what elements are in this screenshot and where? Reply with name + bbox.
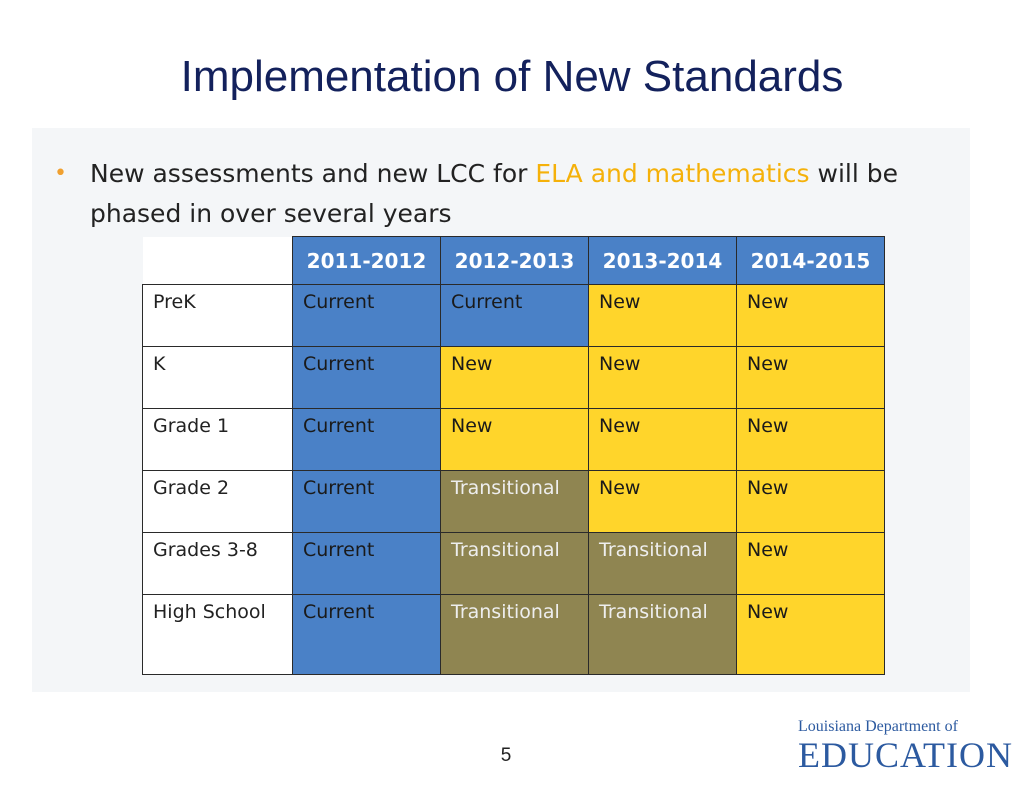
- row-label: Grades 3-8: [143, 533, 293, 595]
- table-row: [143, 285, 885, 347]
- status-cell-transitional: Transitional: [589, 533, 737, 595]
- table-row: [143, 595, 885, 675]
- status-cell-transitional: Transitional: [589, 595, 737, 675]
- header-cell: 2012-2013: [441, 237, 589, 285]
- logo-line-1: Louisiana Department of: [798, 718, 958, 735]
- status-cell-new: New: [441, 409, 589, 471]
- table-row: [143, 471, 885, 533]
- header-cell: 2014-2015: [737, 237, 885, 285]
- status-cell-current: Current: [293, 347, 441, 409]
- status-cell-transitional: Transitional: [441, 471, 589, 533]
- status-cell-new: New: [737, 285, 885, 347]
- row-label: High School: [143, 595, 293, 675]
- table-row: [143, 533, 885, 595]
- status-cell-transitional: Transitional: [441, 595, 589, 675]
- status-cell-new: New: [589, 347, 737, 409]
- status-cell-current: Current: [293, 533, 441, 595]
- status-cell-new: New: [441, 347, 589, 409]
- row-label: K: [143, 347, 293, 409]
- status-cell-current: Current: [293, 595, 441, 675]
- table-header-row: [143, 237, 885, 285]
- bullet-text-before: New assessments and new LCC for: [90, 159, 536, 188]
- status-cell-new: New: [737, 533, 885, 595]
- louisiana-education-logo: [798, 718, 1013, 775]
- status-cell-new: New: [589, 471, 737, 533]
- row-label: Grade 2: [143, 471, 293, 533]
- status-cell-new: New: [737, 595, 885, 675]
- status-cell-new: New: [589, 409, 737, 471]
- table-body: [143, 285, 885, 675]
- bullet-text-after: will be phased in over several years: [90, 159, 898, 228]
- phase-in-table: [142, 236, 885, 675]
- status-cell-transitional: Transitional: [441, 533, 589, 595]
- status-cell-current: Current: [441, 285, 589, 347]
- bullet-highlight: ELA and mathematics: [535, 159, 810, 188]
- bullet-text: [90, 154, 950, 234]
- header-cell: 2013-2014: [589, 237, 737, 285]
- row-label: Grade 1: [143, 409, 293, 471]
- page-number: 5: [500, 745, 512, 766]
- logo-line-2: EDUCATION: [798, 735, 1013, 775]
- table-row: [143, 409, 885, 471]
- status-cell-new: New: [737, 347, 885, 409]
- slide-title: Implementation of New Standards: [180, 52, 844, 101]
- row-label: PreK: [143, 285, 293, 347]
- status-cell-new: New: [589, 285, 737, 347]
- content-panel: [32, 128, 970, 692]
- table-row: [143, 347, 885, 409]
- status-cell-current: Current: [293, 471, 441, 533]
- status-cell-current: Current: [293, 285, 441, 347]
- status-cell-current: Current: [293, 409, 441, 471]
- bullet-dot-icon: •: [54, 161, 67, 186]
- status-cell-new: New: [737, 471, 885, 533]
- table-corner-cell: [143, 237, 293, 285]
- status-cell-new: New: [737, 409, 885, 471]
- header-cell: 2011-2012: [293, 237, 441, 285]
